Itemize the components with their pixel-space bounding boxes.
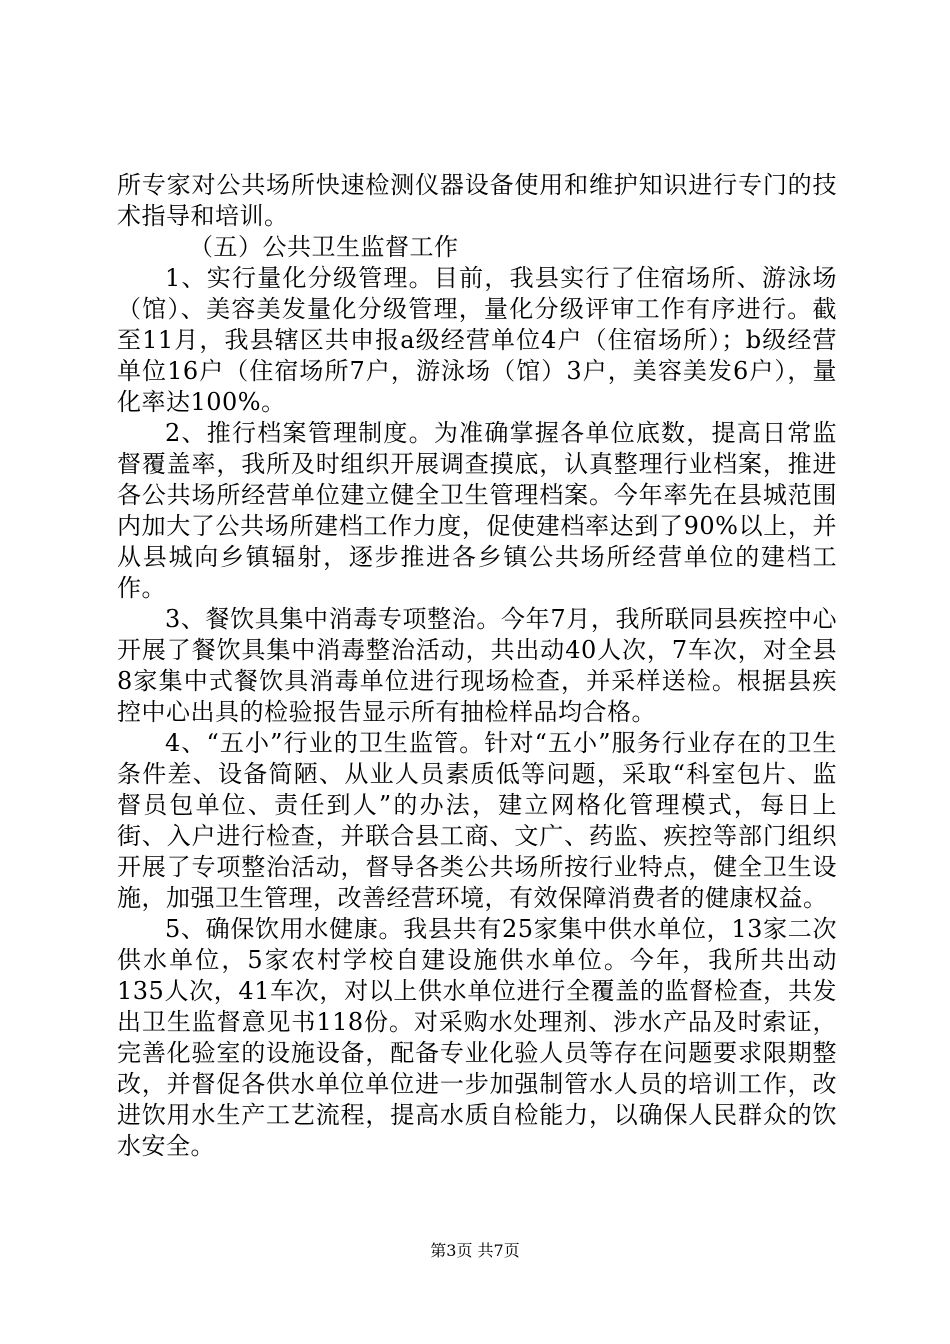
page-footer [0,1241,950,1261]
paragraph-five-small-industries: 4、“五小”行业的卫生监管。针对“五小”服务行业存在的卫生条件差、设备简陋、从业人员素质低等问题，采取“科室包片、监督员包单位、责任到人”的办法，建立网格化管理模式，每日上街、入户进行检查，并联合县工商、文广、药监、疾控等部门组织开展了专项整治活动，督导各类公共场所按行业特点，健全卫生设施，加强卫生管理，改善经营环境，有效保障消费者的健康权益。 [117,729,837,912]
paragraph-archive-management: 2、推行档案管理制度。为准确掌握各单位底数，提高日常监督覆盖率，我所及时组织开展调查摸底，认真整理行业档案，推进各公共场所经营单位建立健全卫生管理档案。今年率先在县城范围内加大了公共场所建档工作力度，促使建档率达到了90%以上，并从县城向乡镇辐射，逐步推进各乡镇公共场所经营单位的建档工作。 [117,419,837,602]
page-number-label: 第3页 共7页 [430,1241,520,1260]
paragraph-continuation: 所专家对公共场所快速检测仪器设备使用和维护知识进行专门的技术指导和培训。 [117,171,837,230]
document-body [117,170,837,1162]
section-heading: （五）公共卫生监督工作 [189,233,459,261]
paragraph-tableware-disinfection: 3、餐饮具集中消毒专项整治。今年7月，我所联同县疾控中心开展了餐饮具集中消毒整治活动，共出动40人次，7车次，对全县8家集中式餐饮具消毒单位进行现场检查，并采样送检。根据县疾控中心出具的检验报告显示所有抽检样品均合格。 [117,605,837,726]
paragraph-quantified-management: 1、实行量化分级管理。目前，我县实行了住宿场所、游泳场（馆）、美容美发量化分级管理，量化分级评审工作有序进行。截至11月，我县辖区共申报a级经营单位4户（住宿场所）；b级经营单位16户（住宿场所7户，游泳场（馆）3户，美容美发6户），量化率达100%。 [117,264,837,416]
paragraph-drinking-water: 5、确保饮用水健康。我县共有25家集中供水单位，13家二次供水单位，5家农村学校自建设施供水单位。今年，我所共出动135人次，41车次，对以上供水单位进行全覆盖的监督检查，共发出卫生监督意见书118份。对采购水处理剂、涉水产品及时索证，完善化验室的设施设备，配备专业化验人员等存在问题要求限期整改，并督促各供水单位单位进一步加强制管水人员的培训工作，改进饮用水生产工艺流程，提高水质自检能力，以确保人民群众的饮水安全。 [117,915,837,1160]
